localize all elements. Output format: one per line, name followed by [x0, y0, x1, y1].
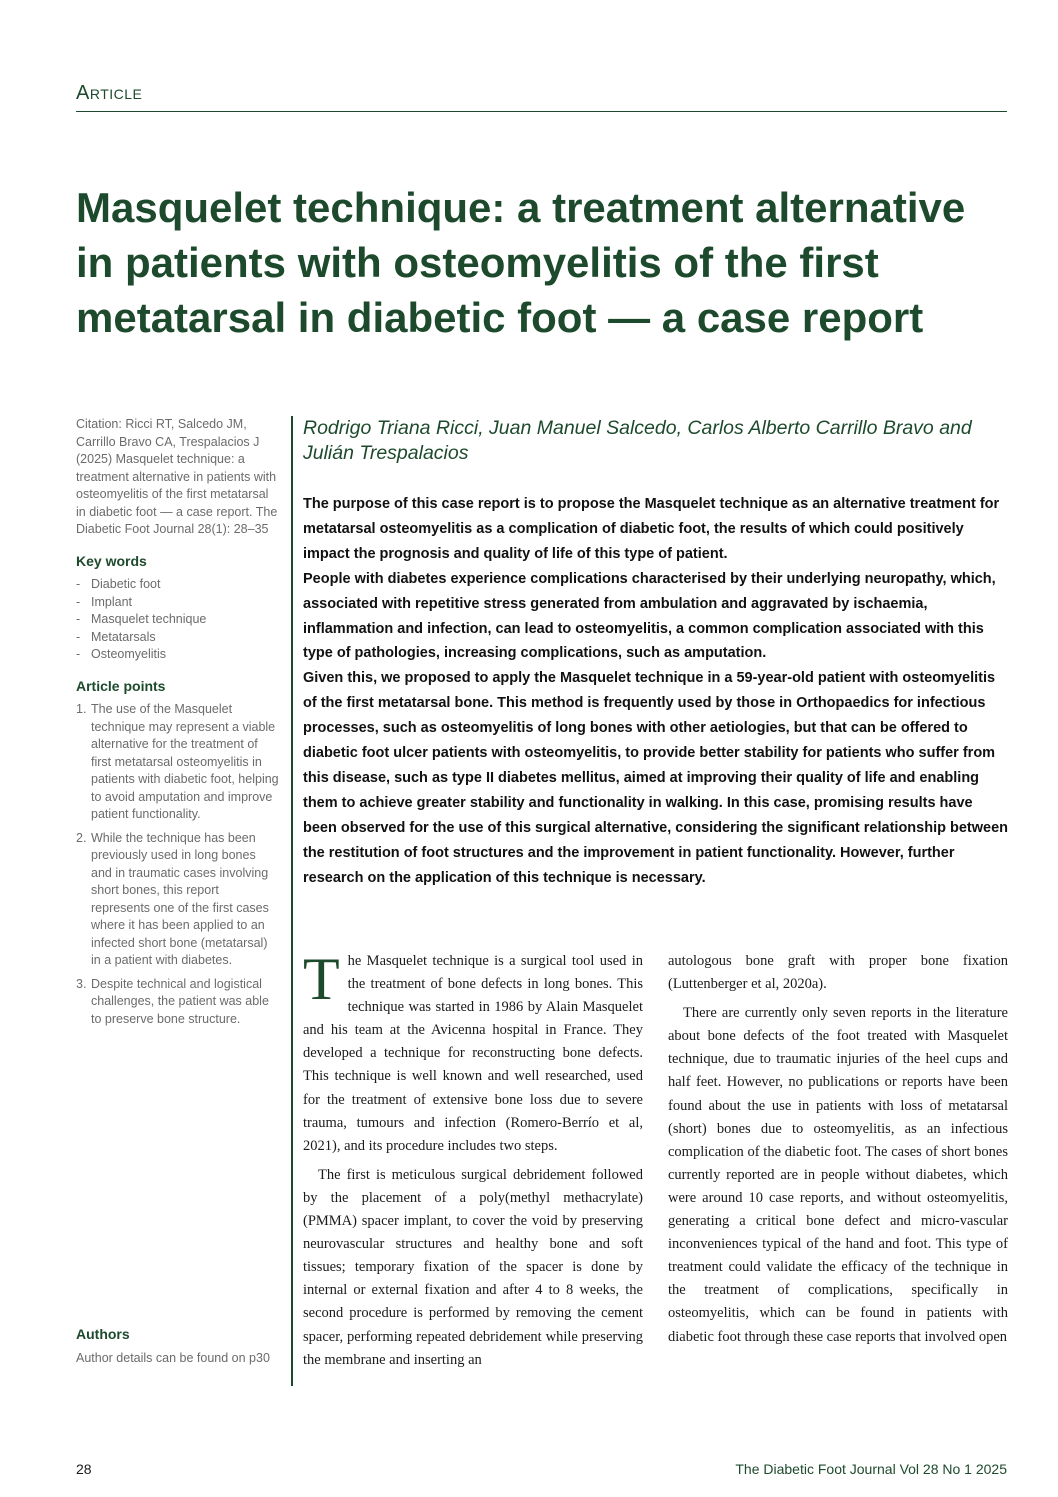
author-list: Rodrigo Triana Ricci, Juan Manuel Salcedo, Carlos Alberto Carrillo Bravo and Julián Trespalacios — [303, 417, 972, 464]
key-word: - Diabetic foot — [76, 576, 279, 594]
sidebar — [76, 416, 279, 1042]
abstract — [303, 492, 1008, 891]
article-point — [76, 976, 279, 1029]
article-points-heading: Article points — [76, 677, 166, 694]
abstract-paragraph: The purpose of this case report is to propose the Masquelet technique as an alternative treatment for metatarsal osteomyelitis as a complication of diabetic foot, the results of which could positively impact the prognosis and quality of life of this type of patient. — [303, 496, 1000, 562]
authors-note-block — [76, 1326, 279, 1367]
article-point-text: While the technique has been previously used in long bones and in traumatic cases involving short bones, this report represents one of the first cases where it has been applied to an infected short bone (metatarsal) in a patient with diabetes. — [91, 830, 269, 967]
abstract-paragraph: People with diabetes experience complications characterised by their underlying neuropathy, which, associated with repetitive stress generated from ambulation and aggravated by ischaemia, inflammation and infection, can lead to osteomyelitis, a common complication associated with this type of pathologies, increasing complications, such as amputation. — [303, 570, 996, 662]
authors-heading: Authors — [76, 1326, 130, 1342]
key-word: - Masquelet technique — [76, 611, 279, 629]
article-point-text: The use of the Masquelet technique may represent a viable alternative for the treatment of first metatarsal osteomyelitis in patients with diabetic foot, helping to avoid amputation and improve patient functionality. — [91, 702, 279, 821]
citation: Citation: Ricci RT, Salcedo JM, Carrillo Bravo CA, Trespalacios J (2025) Masquelet technique: a treatment alternative in patients with osteomyelitis of the first metatarsal in diabetic foot — a case report. The Diabetic Foot Journal 28(1): 28–35 — [76, 417, 278, 536]
key-words-list — [76, 576, 279, 664]
page-number: 28 — [76, 1461, 92, 1477]
body-paragraph — [303, 946, 643, 1158]
section-label: Article — [76, 82, 143, 104]
column-divider — [291, 416, 293, 1386]
body-paragraph: The first is meticulous surgical debridement followed by the placement of a poly(methyl methacrylate) (PMMA) spacer implant, to cover the void by preserving neurovascular structures and healthy bone and soft tissues; temporary fixation of the spacer is done by internal or external fixation and after 4 to 8 weeks, the second procedure is performed by removing the cement spacer, performing repeated debridement while preserving the membrane and inserting an — [303, 1166, 643, 1368]
body-text: he Masquelet technique is a surgical tool used in the treatment of bone defects in long bones. This technique was started in 1986 by Alain Masquelet and his team at the Avicenna hospital in France. They developed a technique for reconstructing bone defects. This technique is well known and well researched, used for the treatment of extensive bone loss due to severe trauma, tumours and infection (Romero-Berrío et al, 2021), and its procedure includes two steps. — [303, 953, 643, 1154]
article-title: Masquelet technique: a treatment alternative in patients with osteomyelitis of the first metatarsal in diabetic foot — a case report — [76, 184, 966, 341]
page-header — [76, 78, 1007, 112]
key-word: - Osteomyelitis — [76, 646, 279, 664]
key-words-heading: Key words — [76, 552, 147, 569]
key-word: - Metatarsals — [76, 629, 279, 647]
journal-name: The Diabetic Foot Journal Vol 28 No 1 2025 — [735, 1461, 1007, 1477]
article-point-number: 1. — [76, 702, 87, 716]
article-point — [76, 830, 279, 970]
article-points-list — [76, 701, 279, 1028]
abstract-paragraph: Given this, we proposed to apply the Masquelet technique in a 59-year-old patient with osteomyelitis of the first metatarsal bone. This method is frequently used by those in Orthopaedics for infectious processes, such as osteomyelitis of long bones with other aetiologies, but that can be offered to diabetic foot ulcer patients with osteomyelitis, to provide better stability for patients who suffer from this disease, such as type II diabetes mellitus, aimed at improving their quality of life and enabling them to achieve greater stability and functionality in walking. In this case, promising results have been observed for the use of this surgical alternative, considering the significant relationship between the restitution of foot structures and the improvement in patient functionality. However, further research on the application of this technique is necessary. — [303, 670, 1009, 886]
body-column-1 — [303, 946, 643, 1378]
authors-note: Author details can be found on p30 — [76, 1350, 270, 1365]
key-word: - Implant — [76, 594, 279, 612]
body-paragraph: There are currently only seven reports in the literature about bone defects of the foot treated with Masquelet technique, due to traumatic injuries of the heel cups and half feet. However, no publications or reports have been found about the use in patients with loss of metatarsal (short) bones due to osteomyelitis, as an infectious complication of the diabetic foot. The cases of short bones currently reported are in people without diabetes, which were around 10 case reports, and without osteomyelitis, generating a critical bone defect and micro-vascular inconveniences typical of the hand and foot. This type of treatment could validate the efficacy of the technique in the treatment of complications, specifically in osteomyelitis, which can be found in patients with diabetic foot through these case reports that involved open — [668, 1005, 1008, 1345]
article-point-number: 2. — [76, 830, 87, 845]
drop-cap: T — [303, 946, 340, 1012]
article-point-text: Despite technical and logistical challenges, the patient was able to preserve bone structure. — [91, 976, 269, 1026]
body-paragraph: autologous bone graft with proper bone fixation (Luttenberger et al, 2020a). — [668, 953, 1008, 993]
article-point — [76, 701, 279, 824]
body-column-2 — [668, 950, 1008, 1355]
article-point-number: 3. — [76, 976, 87, 991]
